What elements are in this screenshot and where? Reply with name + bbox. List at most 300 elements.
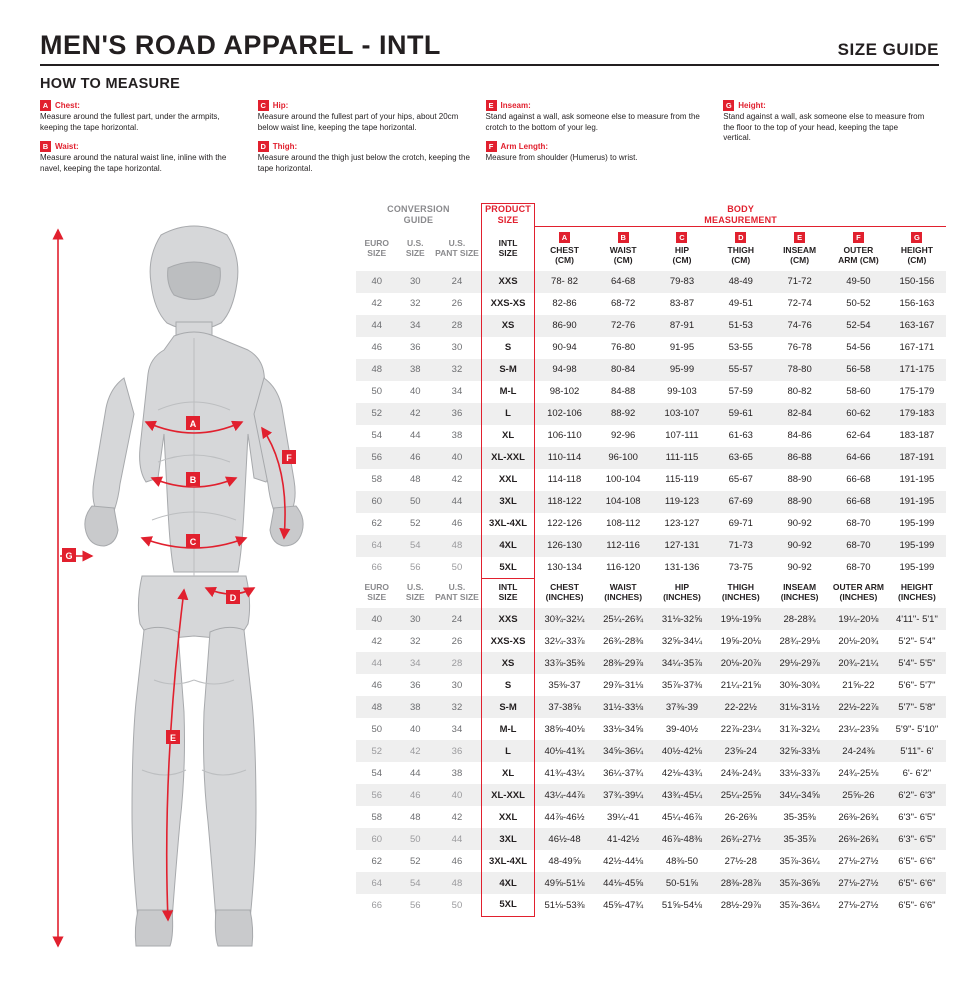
cell-us-size: 56	[409, 899, 421, 911]
cell-us-pant-size: 42	[451, 474, 463, 485]
cell-hip: 87-91	[653, 315, 712, 337]
cell-us-size: 56	[409, 562, 421, 573]
cell-chest: 32¼-33⅞	[544, 635, 585, 647]
cell-waist: 68-72	[611, 298, 636, 309]
table-row[interactable]	[356, 872, 946, 894]
cell-inseam: 35⅞-36¼	[779, 899, 820, 911]
cell-thigh: 63-65	[711, 447, 770, 469]
cell-thigh: 57-59	[728, 386, 753, 397]
cell-thigh: 21¼-21⅝	[720, 679, 761, 691]
cell-us-size: 42	[397, 740, 433, 762]
cell-hip: 39-40½	[665, 723, 699, 735]
cell-outer-arm: 20¾-21¼	[829, 652, 888, 674]
measure-text: Stand against a wall, ask someone else to measure from the crotch to the bottom of your leg.	[485, 112, 700, 132]
table-row[interactable]	[356, 740, 946, 762]
cell-waist: 84-88	[611, 386, 636, 397]
tag-g-icon: G	[723, 100, 734, 111]
cell-inseam: 88-90	[770, 491, 829, 513]
cell-inseam: 35-35⅞	[770, 828, 829, 850]
table-row[interactable]	[356, 535, 946, 557]
cell-us-pant-size: 42	[451, 811, 463, 823]
cell-us-pant-size: 36	[433, 403, 481, 425]
cell-chest: 94-98	[535, 359, 594, 381]
page-title: MEN'S ROAD APPAREL - INTL	[40, 30, 441, 60]
measure-column-3	[486, 100, 724, 182]
cm-header-row	[356, 229, 946, 271]
cell-euro-size: 42	[371, 635, 383, 647]
cell-waist: 72-76	[594, 315, 653, 337]
cell-us-size: 48	[409, 811, 421, 823]
header-hip-in: HIP (INCHES)	[663, 581, 701, 602]
cell-height: 187-191	[888, 447, 946, 469]
cell-outer-arm: 68-70	[846, 518, 871, 529]
table-row[interactable]	[356, 806, 946, 828]
measure-label: Inseam:	[500, 101, 531, 110]
cell-intl-size: M-L	[481, 381, 534, 403]
cell-thigh: 22⅞-23¼	[720, 723, 761, 735]
cell-outer-arm: 68-70	[829, 535, 888, 557]
cell-hip: 107-111	[665, 430, 699, 441]
cell-euro-size: 66	[371, 899, 383, 911]
cell-waist: 96-100	[594, 447, 653, 469]
group-body-measurement	[535, 204, 946, 229]
cell-us-pant-size: 40	[433, 447, 481, 469]
cell-us-pant-size: 50	[451, 899, 463, 911]
tag-a-icon: A	[559, 232, 570, 243]
header-height-in: HEIGHT (INCHES)	[898, 581, 936, 602]
measure-item-height	[723, 100, 925, 144]
cell-inseam: 35⅞-36¼	[779, 855, 820, 867]
cell-hip: 131-136	[664, 562, 700, 573]
cell-us-size: 40	[409, 386, 421, 397]
header-intl-size-in: INTL SIZE	[481, 579, 534, 609]
cell-thigh: 49-51	[728, 298, 753, 309]
size-table	[356, 203, 946, 917]
svg-text:D: D	[229, 593, 237, 603]
cell-hip: 46⅞-48⅜	[653, 828, 712, 850]
cell-intl-size: 3XL	[481, 491, 534, 513]
header-chest-cm: A CHEST (CM)	[550, 232, 579, 265]
cell-euro-size: 54	[371, 430, 383, 441]
cell-euro-size: 64	[356, 872, 397, 894]
cell-height: 6'- 6'2"	[902, 767, 932, 779]
cell-waist: 42½-44⅛	[603, 855, 644, 867]
cell-outer-arm: 49-50	[829, 271, 888, 293]
cell-us-pant-size: 38	[451, 430, 463, 441]
cell-waist: 104-108	[594, 491, 653, 513]
cell-euro-size: 56	[356, 784, 397, 806]
table-row[interactable]	[356, 784, 946, 806]
cell-outer-arm: 27⅛-27½	[838, 855, 879, 867]
tag-f-icon: F	[853, 232, 864, 243]
cell-hip: 34¼-35⅞	[653, 652, 712, 674]
cell-us-pant-size: 24	[433, 271, 481, 293]
svg-text:A: A	[189, 419, 197, 429]
cell-height: 5'9"- 5'10"	[895, 723, 939, 735]
body-measurement-line1: BODY	[727, 203, 755, 214]
table-row[interactable]	[356, 608, 946, 630]
cell-intl-size: L	[481, 403, 534, 425]
cell-thigh: 69-71	[728, 518, 753, 529]
cell-thigh: 19⅝-20⅛	[720, 635, 761, 647]
cell-inseam: 34¼-34⅝	[770, 784, 829, 806]
table-row[interactable]	[356, 894, 946, 916]
cell-euro-size: 44	[356, 652, 397, 674]
cell-intl-size: 5XL	[481, 894, 534, 916]
cell-height: 195-199	[888, 535, 946, 557]
table-row[interactable]	[356, 447, 946, 469]
table-row[interactable]	[356, 557, 946, 579]
table-row[interactable]	[356, 850, 946, 872]
tag-c-icon: C	[676, 232, 687, 243]
cell-inseam: 71-72	[770, 271, 829, 293]
cell-waist: 29⅞-31⅛	[603, 679, 644, 691]
cell-chest: 82-86	[552, 298, 577, 309]
cell-height: 167-171	[899, 342, 935, 353]
cell-waist: 25¼-26¾	[594, 608, 653, 630]
cell-intl-size: XS	[481, 315, 534, 337]
cell-euro-size: 62	[371, 855, 383, 867]
header-us-size: U.S. SIZE	[405, 238, 425, 258]
measure-column-2	[258, 100, 486, 182]
cell-euro-size: 40	[356, 271, 397, 293]
cell-us-size: 42	[397, 403, 433, 425]
table-row[interactable]	[356, 491, 946, 513]
cell-us-size: 54	[397, 535, 433, 557]
cell-us-pant-size: 28	[433, 652, 481, 674]
cell-outer-arm: 22½-22⅞	[829, 696, 888, 718]
cell-euro-size: 52	[356, 740, 397, 762]
cell-chest: 44⅞-46½	[544, 811, 585, 823]
table-row[interactable]	[356, 403, 946, 425]
measure-label: Thigh:	[272, 142, 298, 151]
cell-us-pant-size: 48	[433, 872, 481, 894]
cell-inseam: 84-86	[787, 430, 812, 441]
table-row[interactable]	[356, 674, 946, 696]
header-inseam-cm: E INSEAM (CM)	[783, 232, 817, 265]
cell-hip: 95-99	[653, 359, 712, 381]
cell-outer-arm: 23¼-23⅝	[838, 723, 879, 735]
cell-hip: 83-87	[669, 298, 695, 309]
cell-us-pant-size: 44	[433, 828, 481, 850]
header-height-cm: G HEIGHT (CM)	[900, 232, 933, 265]
cell-hip: 35⅞-37⅜	[661, 679, 703, 691]
product-size-line2: SIZE	[497, 215, 519, 226]
cell-outer-arm: 25⅝-26	[829, 784, 888, 806]
cell-thigh: 67-69	[711, 491, 770, 513]
cell-inseam: 35⅞-36⅝	[770, 872, 829, 894]
cell-hip: 79-83	[653, 271, 712, 293]
cell-thigh: 26-26⅜	[724, 811, 757, 823]
cell-thigh: 65-67	[728, 474, 753, 485]
measure-item-thigh	[258, 141, 472, 174]
body-measurement-line2: MEASUREMENT	[535, 215, 946, 227]
header-inseam-in: INSEAM (INCHES)	[780, 581, 819, 602]
cell-chest: 90-94	[552, 342, 577, 353]
cell-outer-arm: 50-52	[846, 298, 871, 309]
cell-euro-size: 60	[356, 828, 397, 850]
cell-us-size: 44	[409, 430, 421, 441]
conversion-line2: GUIDE	[403, 215, 434, 225]
cell-outer-arm: 52-54	[829, 315, 888, 337]
cell-height: 6'2"- 6'3"	[888, 784, 946, 806]
cell-outer-arm: 19¼-20⅛	[829, 608, 888, 630]
cell-waist: 80-84	[594, 359, 653, 381]
cell-chest: 126-130	[535, 535, 594, 557]
cell-chest: 49⅝-51⅛	[535, 872, 594, 894]
cell-height: 5'11"- 6'	[888, 740, 946, 762]
cell-us-size: 32	[409, 635, 421, 647]
cell-height: 191-195	[899, 474, 935, 485]
group-conversion-guide	[356, 204, 481, 229]
cell-intl-size: 4XL	[481, 535, 534, 557]
cell-thigh: 24⅜-24¾	[720, 767, 761, 779]
cell-hip: 119-123	[653, 491, 712, 513]
cell-us-pant-size: 34	[451, 723, 463, 735]
size-tables	[356, 203, 946, 917]
cell-height: 5'4"- 5'5"	[888, 652, 946, 674]
cell-us-size: 34	[397, 315, 433, 337]
cell-height: 183-187	[899, 430, 935, 441]
cell-chest: 48-49⅝	[548, 855, 581, 867]
table-row[interactable]	[356, 271, 946, 293]
header-divider	[40, 64, 939, 66]
table-row[interactable]	[356, 293, 946, 315]
cell-us-size: 44	[409, 767, 421, 779]
cell-hip: 103-107	[653, 403, 712, 425]
conversion-line1: CONVERSION	[387, 204, 450, 214]
cell-waist: 33⅛-34⅝	[603, 723, 644, 735]
measure-item-waist	[40, 141, 244, 174]
how-to-measure-title: HOW TO MEASURE	[40, 76, 181, 92]
cell-outer-arm: 21⅝-22	[842, 679, 875, 691]
product-size-line1: PRODUCT	[485, 204, 532, 215]
inches-header-row	[356, 579, 946, 609]
cell-intl-size: XXS	[481, 608, 534, 630]
cell-waist: 116-120	[606, 562, 641, 573]
table-row[interactable]	[356, 469, 946, 491]
cell-intl-size: 5XL	[481, 557, 534, 579]
cell-waist: 37¾-39¼	[594, 784, 653, 806]
page-header	[40, 22, 939, 68]
cell-hip: 31⅛-32⅝	[653, 608, 712, 630]
cell-thigh: 73-75	[728, 562, 753, 573]
cell-intl-size: M-L	[481, 718, 534, 740]
cell-us-size: 34	[397, 652, 433, 674]
group-product-size	[481, 204, 534, 229]
cell-intl-size: XS	[481, 652, 534, 674]
cell-thigh: 22-22½	[711, 696, 770, 718]
cell-inseam: 78-80	[770, 359, 829, 381]
cell-inseam: 88-90	[787, 474, 812, 485]
table-row[interactable]	[356, 696, 946, 718]
cell-us-size: 52	[409, 518, 421, 529]
header-outer-arm-cm: F OUTER ARM (CM)	[838, 232, 879, 265]
cell-inseam: 86-88	[770, 447, 829, 469]
cell-thigh: 28⅜-28⅞	[711, 872, 770, 894]
svg-text:E: E	[169, 733, 177, 743]
tag-a-icon: A	[40, 100, 51, 111]
rider-figure-svg	[34, 210, 354, 970]
cell-thigh: 28½-29⅞	[720, 899, 761, 911]
cell-us-size: 38	[397, 359, 433, 381]
cell-us-size: 40	[409, 723, 421, 735]
cell-us-size: 36	[409, 342, 421, 353]
tag-c-icon: C	[258, 100, 269, 111]
cell-hip: 50-51⅝	[653, 872, 712, 894]
tag-e-icon: E	[794, 232, 805, 243]
tag-d-icon: D	[258, 141, 269, 152]
cell-chest: 98-102	[549, 386, 580, 397]
cell-chest: 106-110	[547, 430, 582, 441]
cell-height: 6'5"- 6'6"	[888, 872, 946, 894]
measurement-illustration	[34, 210, 354, 970]
cell-inseam: 90-92	[787, 562, 812, 573]
size-guide-label: SIZE GUIDE	[837, 40, 939, 59]
cell-intl-size: XXL	[481, 806, 534, 828]
measure-text: Stand against a wall, ask someone else to measure from the floor to the top of your head, keeping the tape vertical.	[723, 112, 925, 142]
cell-thigh: 25¼-25⅝	[711, 784, 770, 806]
cell-inseam: 31⅞-32¼	[779, 723, 820, 735]
table-row[interactable]	[356, 315, 946, 337]
cell-chest: 118-122	[535, 491, 594, 513]
svg-text:C: C	[189, 537, 197, 547]
cell-inseam: 82-84	[770, 403, 829, 425]
cell-us-size: 30	[397, 608, 433, 630]
cell-chest: 38⅝-40⅛	[544, 723, 585, 735]
table-row[interactable]	[356, 828, 946, 850]
cell-thigh: 23⅝-24	[711, 740, 770, 762]
cell-euro-size: 46	[371, 679, 383, 691]
cell-us-pant-size: 28	[433, 315, 481, 337]
cell-hip: 42⅛-43¾	[661, 767, 703, 779]
cell-us-pant-size: 26	[451, 635, 463, 647]
cell-us-size: 46	[397, 447, 433, 469]
table-row[interactable]	[356, 630, 946, 652]
measure-item-hip	[258, 100, 472, 133]
tag-b-icon: B	[618, 232, 629, 243]
cell-us-pant-size: 40	[433, 784, 481, 806]
table-row[interactable]	[356, 762, 946, 784]
cell-chest: 51⅛-53⅜	[544, 899, 585, 911]
cell-thigh: 53-55	[728, 342, 753, 353]
cell-intl-size: L	[481, 740, 534, 762]
cell-chest: 46½-48	[535, 828, 594, 850]
cell-chest: 114-118	[547, 474, 582, 485]
cell-us-pant-size: 30	[451, 679, 463, 691]
measure-label: Chest:	[55, 101, 80, 110]
table-row[interactable]	[356, 381, 946, 403]
measure-label: Arm Length:	[500, 142, 549, 151]
tag-e-icon: E	[486, 100, 497, 111]
table-row[interactable]	[356, 652, 946, 674]
cell-euro-size: 50	[371, 723, 383, 735]
cell-height: 156-163	[899, 298, 935, 309]
cell-height: 171-175	[888, 359, 946, 381]
cell-chest: 33⅞-35⅜	[535, 652, 594, 674]
table-row[interactable]	[356, 425, 946, 447]
cell-outer-arm: 66-68	[846, 474, 871, 485]
cell-euro-size: 60	[356, 491, 397, 513]
table-row[interactable]	[356, 513, 946, 535]
cell-euro-size: 62	[371, 518, 383, 529]
table-row[interactable]	[356, 337, 946, 359]
cell-outer-arm: 20⅛-20¾	[838, 635, 879, 647]
header-waist-cm: B WAIST (CM)	[609, 232, 637, 265]
cell-outer-arm: 66-68	[829, 491, 888, 513]
cell-inseam: 31⅛-31½	[770, 696, 829, 718]
cell-us-size: 46	[397, 784, 433, 806]
measure-text: Measure around the natural waist line, inline with the navel, keeping the tape horizontal.	[40, 153, 227, 173]
cell-waist: 39¼-41	[607, 811, 640, 823]
cell-outer-arm: 54-56	[846, 342, 871, 353]
table-row[interactable]	[356, 359, 946, 381]
cell-hip: 32⅝-34¼	[661, 635, 703, 647]
cell-outer-arm: 27⅛-27½	[838, 899, 879, 911]
table-row[interactable]	[356, 718, 946, 740]
cell-intl-size: XL-XXL	[481, 784, 534, 806]
cell-euro-size: 44	[356, 315, 397, 337]
header-us-size-in: U.S. SIZE	[405, 581, 425, 602]
cell-us-pant-size: 24	[433, 608, 481, 630]
cell-us-size: 36	[409, 679, 421, 691]
cell-intl-size: XL	[481, 425, 534, 447]
svg-text:B: B	[189, 475, 197, 485]
cell-hip: 45¼-46⅞	[661, 811, 703, 823]
cell-waist: 64-68	[594, 271, 653, 293]
measure-text: Measure around the thigh just below the crotch, keeping the tape horizontal.	[257, 153, 470, 173]
cell-chest: 130-134	[547, 562, 582, 573]
cell-intl-size: XL-XXL	[481, 447, 534, 469]
header-euro-size: EURO SIZE	[364, 238, 390, 258]
cell-waist: 112-116	[594, 535, 653, 557]
cell-hip: 37⅜-39	[653, 696, 712, 718]
cell-chest: 122-126	[547, 518, 582, 529]
cell-height: 179-183	[888, 403, 946, 425]
cell-us-pant-size: 48	[433, 535, 481, 557]
cell-intl-size: 4XL	[481, 872, 534, 894]
cell-intl-size: 3XL-4XL	[481, 850, 534, 872]
measure-label: Waist:	[55, 142, 79, 151]
cell-waist: 28⅜-29⅞	[594, 652, 653, 674]
cell-inseam: 90-92	[787, 518, 812, 529]
cell-inseam: 28-28¾	[770, 608, 829, 630]
cell-euro-size: 50	[371, 386, 383, 397]
cell-intl-size: XXS-XS	[481, 630, 534, 652]
cell-waist: 26¾-28⅜	[603, 635, 644, 647]
cell-outer-arm: 68-70	[846, 562, 871, 573]
cell-intl-size: 3XL	[481, 828, 534, 850]
how-to-measure-section	[40, 76, 939, 182]
cell-inseam: 90-92	[770, 535, 829, 557]
cell-euro-size: 40	[356, 608, 397, 630]
cell-thigh: 48-49	[711, 271, 770, 293]
cell-chest: 78- 82	[535, 271, 594, 293]
cell-intl-size: XXS	[481, 271, 534, 293]
cell-chest: 41¾-43¼	[544, 767, 585, 779]
cell-inseam: 28¾-29⅛	[779, 635, 820, 647]
cell-waist: 100-104	[605, 474, 641, 485]
measure-label: Height:	[738, 101, 766, 110]
cell-height: 6'3"- 6'5"	[888, 828, 946, 850]
cell-outer-arm: 58-60	[846, 386, 871, 397]
cell-outer-arm: 62-64	[846, 430, 871, 441]
cell-inseam: 72-74	[787, 298, 812, 309]
header-hip-cm: C HIP (CM)	[672, 232, 692, 265]
cell-inseam: 76-78	[787, 342, 812, 353]
cell-us-pant-size: 30	[451, 342, 463, 353]
cell-hip: 91-95	[669, 342, 695, 353]
